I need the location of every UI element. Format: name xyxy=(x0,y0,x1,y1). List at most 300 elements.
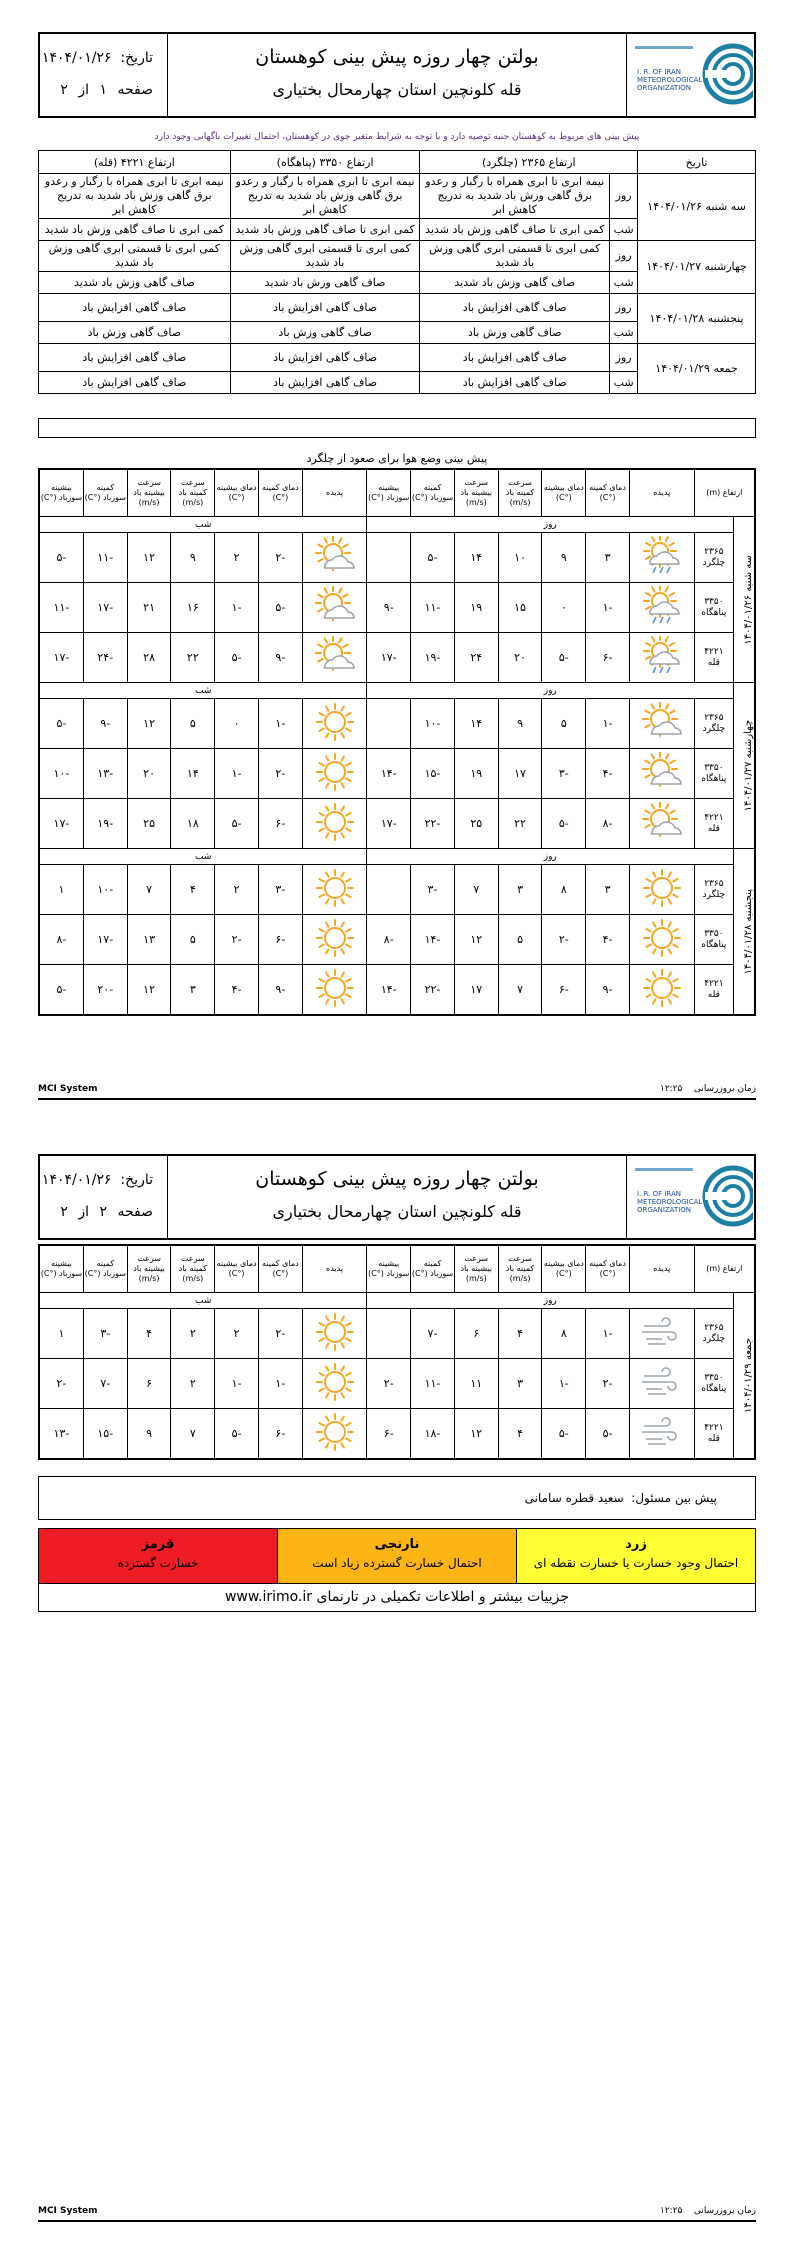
night-value-3: ۱۳ xyxy=(127,915,171,965)
summary-day-label: روز xyxy=(610,241,638,272)
partly-cloudy-icon xyxy=(638,802,686,842)
night-value-3: ۲۸ xyxy=(127,633,171,683)
night-value-2: ۹ xyxy=(171,533,215,583)
day-value-2: ۹ xyxy=(498,699,542,749)
day-label xyxy=(734,1293,755,1459)
night-value-2: ۳ xyxy=(171,965,215,1015)
partly-cloudy-icon xyxy=(638,752,686,792)
day-value-1: ۸ xyxy=(542,865,586,915)
col-header-phenomenon: پدیده xyxy=(629,1246,694,1293)
day-icon-cell xyxy=(629,583,694,633)
summary-date: جمعه ۱۴۰۴/۰۱/۲۹ xyxy=(638,344,756,394)
night-icon-cell xyxy=(302,799,367,849)
day-value-2: ۱۵ xyxy=(498,583,542,633)
day-value-1: -۵ xyxy=(542,799,586,849)
summary-night-alt1: کمی ابری تا صاف گاهی وزش باد شدید xyxy=(420,219,610,241)
night-value-5: -۵ xyxy=(40,965,84,1015)
day-value-3: ۲۴ xyxy=(454,633,498,683)
altitude-value: ۲۳۶۵ xyxy=(704,712,724,723)
table-row xyxy=(40,1359,755,1409)
update-value: ۱۲:۲۵ xyxy=(659,2206,683,2216)
col-header-day-0: دمای کمینه (°C) xyxy=(586,1246,630,1293)
table-row xyxy=(40,583,755,633)
altitude-place: چلگرد xyxy=(702,1333,726,1344)
day-value-4: -۳ xyxy=(411,865,455,915)
irimo-logo xyxy=(626,34,754,116)
col-header-night-2: سرعت کمینه باد (m/s) xyxy=(171,470,215,517)
summary-day-alt1: صاف گاهی افزایش باد xyxy=(420,344,610,372)
day-value-0: -۱ xyxy=(586,699,630,749)
night-section-label: شب xyxy=(40,517,367,533)
forecast-grid-page2 xyxy=(38,1244,756,1460)
website-info: جزییات بیشتر و اطلاعات تکمیلی در تارنمای www.irimo.ir xyxy=(38,1584,756,1612)
col-header-altitude: ارتفاع (m) xyxy=(694,1246,754,1293)
header-date-box xyxy=(40,1156,168,1238)
day-value-1: -۶ xyxy=(542,965,586,1015)
day-value-3: ۱۴ xyxy=(454,533,498,583)
table-row xyxy=(40,633,755,683)
sun-icon xyxy=(311,752,359,792)
partly-cloudy-icon xyxy=(638,702,686,742)
page2-footer xyxy=(38,2206,756,2222)
altitude-cell xyxy=(694,915,734,965)
summary-date: پنجشنبه ۱۴۰۴/۰۱/۲۸ xyxy=(638,294,756,344)
warning-levels xyxy=(38,1528,756,1584)
day-section-label: روز xyxy=(367,849,734,865)
grid-caption: پیش بینی وضع هوا برای صعود از چلگرد xyxy=(306,452,488,465)
altitude-cell xyxy=(694,749,734,799)
day-value-4: -۱۸ xyxy=(411,1409,455,1459)
night-value-5: -۲ xyxy=(40,1359,84,1409)
night-value-5: -۵ xyxy=(40,699,84,749)
col-header-day-0: دمای کمینه (°C) xyxy=(586,470,630,517)
altitude-place: قله xyxy=(707,823,720,834)
night-value-0: -۹ xyxy=(258,965,302,1015)
update-time xyxy=(660,1084,756,1094)
night-value-1: ۰ xyxy=(215,699,259,749)
summary-day-alt1: صاف گاهی افزایش باد xyxy=(420,294,610,322)
col-header-day-5: بیشینه سوزباد (°C) xyxy=(367,470,411,517)
day-value-5: -۹ xyxy=(367,583,411,633)
sun-icon xyxy=(311,1362,359,1402)
night-value-4: -۱۹ xyxy=(83,799,127,849)
system-name: MCI System xyxy=(38,1084,98,1094)
summary-day-label: روز xyxy=(610,344,638,372)
night-value-0: -۲ xyxy=(258,1309,302,1359)
day-value-0: ۳ xyxy=(586,533,630,583)
night-value-1: -۱ xyxy=(215,583,259,633)
responsible-label: پیش بین مسئول: xyxy=(631,1491,717,1505)
altitude-value: ۳۳۵۰ xyxy=(704,928,724,939)
night-section-label: شب xyxy=(40,683,367,699)
day-value-2: ۵ xyxy=(498,915,542,965)
altitude-value: ۲۳۶۵ xyxy=(704,878,724,889)
summary-header-alt2: ارتفاع ۳۳۵۰ (پناهگاه) xyxy=(230,151,420,174)
warning-desc: احتمال وجود خسارت یا خسارت نقطه ای xyxy=(533,1556,739,1570)
altitude-cell xyxy=(694,633,734,683)
day-icon-cell xyxy=(629,633,694,683)
altitude-cell xyxy=(694,583,734,633)
logo-text-line3: ORGANIZATION xyxy=(637,1206,692,1214)
day-value-1: -۵ xyxy=(542,633,586,683)
night-value-3: ۷ xyxy=(127,865,171,915)
summary-day-alt2: صاف گاهی افزایش باد xyxy=(230,344,420,372)
altitude-place: پناهگاه xyxy=(701,1383,727,1394)
col-header-phenomenon-night: پدیده xyxy=(302,470,367,517)
day-value-5: -۱۷ xyxy=(367,633,411,683)
page-title: بولتن چهار روزه پیش بینی کوهستان xyxy=(255,1168,539,1190)
pages-total: ۲ xyxy=(60,82,68,98)
day-value-0: -۸ xyxy=(586,799,630,849)
day-value-0: -۶ xyxy=(586,633,630,683)
night-value-0: -۹ xyxy=(258,633,302,683)
day-value-4: -۷ xyxy=(411,1309,455,1359)
night-value-3: ۹ xyxy=(127,1409,171,1459)
altitude-place: پناهگاه xyxy=(701,773,727,784)
sun-icon xyxy=(638,868,686,908)
night-value-1: -۱ xyxy=(215,749,259,799)
altitude-place: قله xyxy=(707,657,720,668)
day-value-0: -۴ xyxy=(586,915,630,965)
warning-orange xyxy=(277,1529,516,1583)
night-value-4: -۳ xyxy=(83,1309,127,1359)
date-label: تاریخ: xyxy=(120,1172,153,1188)
col-header-night-0: دمای کمینه (°C) xyxy=(258,1246,302,1293)
night-icon-cell xyxy=(302,583,367,633)
night-value-3: ۴ xyxy=(127,1309,171,1359)
night-value-0: -۱ xyxy=(258,1359,302,1409)
day-value-1: -۲ xyxy=(542,915,586,965)
wind-icon xyxy=(638,1362,686,1402)
day-value-4: -۲۲ xyxy=(411,965,455,1015)
night-value-3: ۱۲ xyxy=(127,533,171,583)
col-header-night-1: دمای بیشینه (°C) xyxy=(215,470,259,517)
sun-icon xyxy=(311,868,359,908)
night-value-5: -۸ xyxy=(40,915,84,965)
day-value-5: -۱۷ xyxy=(367,799,411,849)
night-value-2: ۵ xyxy=(171,699,215,749)
update-time xyxy=(660,2206,756,2216)
night-value-2: ۷ xyxy=(171,1409,215,1459)
day-value-1: -۵ xyxy=(542,1409,586,1459)
page-subtitle: قله کلونچین استان چهارمحال بختیاری xyxy=(272,1202,522,1221)
day-value-3: ۲۵ xyxy=(454,799,498,849)
col-header-day-3: سرعت بیشینه باد (m/s) xyxy=(454,1246,498,1293)
sun-icon xyxy=(638,918,686,958)
night-value-5: ۱ xyxy=(40,1309,84,1359)
day-value-5: -۱۴ xyxy=(367,965,411,1015)
altitude-cell xyxy=(694,1309,734,1359)
responsible-name: سعید قطره سامانی xyxy=(524,1491,624,1505)
night-value-1: -۲ xyxy=(215,915,259,965)
night-value-0: -۳ xyxy=(258,865,302,915)
day-value-1: ۰ xyxy=(542,583,586,633)
night-value-0: -۶ xyxy=(258,915,302,965)
day-value-4: -۱۴ xyxy=(411,915,455,965)
partly-cloudy-icon xyxy=(311,636,359,676)
logo-text-line3: ORGANIZATION xyxy=(637,84,692,92)
day-value-1: ۹ xyxy=(542,533,586,583)
night-value-0: -۲ xyxy=(258,533,302,583)
summary-day-alt2: کمی ابری تا قسمتی ابری گاهی وزش باد شدید xyxy=(230,241,420,272)
col-header-phenomenon-night: پدیده xyxy=(302,1246,367,1293)
day-label-text: جمعه ۱۴۰۴/۰۱/۲۹ xyxy=(743,1337,754,1414)
summary-table xyxy=(38,150,756,394)
summary-day-alt3: صاف گاهی افزایش باد xyxy=(39,294,231,322)
col-header-night-3: سرعت بیشینه باد (m/s) xyxy=(127,1246,171,1293)
col-header-day-5: بیشینه سوزباد (°C) xyxy=(367,1246,411,1293)
day-value-5: -۶ xyxy=(367,1409,411,1459)
altitude-value: ۲۳۶۵ xyxy=(704,546,724,557)
altitude-place: چلگرد xyxy=(702,889,726,900)
night-value-1: ۲ xyxy=(215,865,259,915)
night-value-3: ۱۲ xyxy=(127,699,171,749)
altitude-cell xyxy=(694,699,734,749)
summary-night-alt3: صاف گاهی وزش باد شدید xyxy=(39,272,231,294)
day-value-2: ۲۲ xyxy=(498,799,542,849)
altitude-cell xyxy=(694,799,734,849)
summary-night-alt2: صاف گاهی افزایش باد xyxy=(230,372,420,394)
day-value-5 xyxy=(367,533,411,583)
day-value-2: ۷ xyxy=(498,965,542,1015)
altitude-value: ۳۳۵۰ xyxy=(704,596,724,607)
table-row xyxy=(40,749,755,799)
day-label-text: سه شنبه ۱۴۰۴/۰۱/۲۶ xyxy=(743,554,754,645)
sun-icon xyxy=(311,1312,359,1352)
altitude-place: پناهگاه xyxy=(701,939,727,950)
page-number: ۲ xyxy=(99,1204,108,1220)
warning-yellow xyxy=(516,1529,755,1583)
night-value-2: ۱۴ xyxy=(171,749,215,799)
date-value: ۱۴۰۴/۰۱/۲۶ xyxy=(41,50,112,66)
page-subtitle: قله کلونچین استان چهارمحال بختیاری xyxy=(272,80,522,99)
night-value-0: -۶ xyxy=(258,1409,302,1459)
day-label xyxy=(734,849,755,1015)
day-value-0: ۳ xyxy=(586,865,630,915)
day-icon-cell xyxy=(629,915,694,965)
altitude-place: چلگرد xyxy=(702,557,726,568)
col-header-night-0: دمای کمینه (°C) xyxy=(258,470,302,517)
day-value-5 xyxy=(367,699,411,749)
day-value-1: -۳ xyxy=(542,749,586,799)
night-value-2: ۱۸ xyxy=(171,799,215,849)
night-icon-cell xyxy=(302,965,367,1015)
day-value-0: -۹ xyxy=(586,965,630,1015)
day-value-3: ۱۲ xyxy=(454,915,498,965)
night-value-5: ۱ xyxy=(40,865,84,915)
night-value-3: ۱۲ xyxy=(127,965,171,1015)
night-value-2: ۴ xyxy=(171,865,215,915)
table-row xyxy=(40,915,755,965)
day-value-0: -۱ xyxy=(586,1309,630,1359)
table-row xyxy=(40,699,755,749)
night-value-1: -۵ xyxy=(215,633,259,683)
responsible-forecaster xyxy=(38,1476,756,1520)
summary-day-alt3: نیمه ابری تا ابری همراه با رگبار و رعدو برق گاهی وزش باد شدید به تدریج کاهش ابر xyxy=(39,174,231,219)
page-number: ۱ xyxy=(99,82,108,98)
col-header-day-2: سرعت کمینه باد (m/s) xyxy=(498,470,542,517)
altitude-cell xyxy=(694,1359,734,1409)
col-header-night-4: کمینه سوزباد (°C) xyxy=(83,470,127,517)
sun-icon xyxy=(311,802,359,842)
advisory-note: پیش بینی های مربوط به کوهستان جنبه توصیه دارد و با توجه به شرایط متغیر جوی در کوهستان، احتمال تغییرات ناگهانی وجود دارد xyxy=(154,132,640,142)
summary-night-alt1: صاف گاهی وزش باد xyxy=(420,322,610,344)
day-value-5: -۲ xyxy=(367,1359,411,1409)
night-icon-cell xyxy=(302,633,367,683)
logo-text-line1: I. R. OF IRAN xyxy=(637,68,682,76)
col-header-day-2: سرعت کمینه باد (m/s) xyxy=(498,1246,542,1293)
altitude-value: ۲۳۶۵ xyxy=(704,1322,724,1333)
summary-night-label: شب xyxy=(610,272,638,294)
altitude-place: چلگرد xyxy=(702,723,726,734)
col-header-night-2: سرعت کمینه باد (m/s) xyxy=(171,1246,215,1293)
night-value-2: ۱۶ xyxy=(171,583,215,633)
day-value-0: -۵ xyxy=(586,1409,630,1459)
day-value-2: ۳ xyxy=(498,865,542,915)
col-header-night-1: دمای بیشینه (°C) xyxy=(215,1246,259,1293)
altitude-place: قله xyxy=(707,1433,720,1444)
partly-cloudy-rain-icon xyxy=(638,586,686,626)
night-value-2: ۲ xyxy=(171,1309,215,1359)
summary-night-alt3: کمی ابری تا صاف گاهی وزش باد شدید xyxy=(39,219,231,241)
day-value-3: ۱۷ xyxy=(454,965,498,1015)
day-value-1: ۸ xyxy=(542,1309,586,1359)
col-header-day-1: دمای بیشینه (°C) xyxy=(542,470,586,517)
date-value: ۱۴۰۴/۰۱/۲۶ xyxy=(41,1172,112,1188)
night-value-1: -۴ xyxy=(215,965,259,1015)
night-value-1: -۵ xyxy=(215,1409,259,1459)
day-value-3: ۱۹ xyxy=(454,749,498,799)
night-value-4: -۱۷ xyxy=(83,583,127,633)
summary-day-label: روز xyxy=(610,294,638,322)
day-icon-cell xyxy=(629,1359,694,1409)
day-value-2: ۴ xyxy=(498,1309,542,1359)
night-value-1: ۲ xyxy=(215,1309,259,1359)
partly-cloudy-rain-icon xyxy=(638,636,686,676)
day-icon-cell xyxy=(629,699,694,749)
page-label: صفحه xyxy=(117,1204,153,1220)
wind-icon xyxy=(638,1412,686,1452)
summary-header-date: تاریخ xyxy=(638,151,756,174)
altitude-cell xyxy=(694,865,734,915)
night-value-3: ۲۱ xyxy=(127,583,171,633)
logo-text-line1: I. R. OF IRAN xyxy=(637,1190,682,1198)
sun-icon xyxy=(311,918,359,958)
wind-icon xyxy=(638,1312,686,1352)
night-icon-cell xyxy=(302,1359,367,1409)
of-label: از xyxy=(78,1204,90,1220)
col-header-night-3: سرعت بیشینه باد (m/s) xyxy=(127,470,171,517)
day-value-2: ۱۷ xyxy=(498,749,542,799)
day-icon-cell xyxy=(629,1309,694,1359)
table-row xyxy=(40,965,755,1015)
night-value-4: -۱۳ xyxy=(83,749,127,799)
col-header-altitude: ارتفاع (m) xyxy=(694,470,754,517)
logo-text-line2: METEOROLOGICAL xyxy=(637,1198,703,1206)
night-value-4: -۹ xyxy=(83,699,127,749)
night-value-4: -۱۰ xyxy=(83,865,127,915)
summary-header-alt1: ارتفاع ۲۳۶۵ (چلگرد) xyxy=(420,151,638,174)
day-section-label: روز xyxy=(367,517,734,533)
day-label xyxy=(734,517,755,683)
night-value-0: -۲ xyxy=(258,749,302,799)
day-value-4: -۵ xyxy=(411,533,455,583)
summary-day-alt2: صاف گاهی افزایش باد xyxy=(230,294,420,322)
summary-day-alt2: نیمه ابری تا ابری همراه با رگبار و رعدو برق گاهی وزش باد شدید به تدریج کاهش ابر xyxy=(230,174,420,219)
night-value-0: -۱ xyxy=(258,699,302,749)
night-value-5: -۱۱ xyxy=(40,583,84,633)
night-value-4: -۱۷ xyxy=(83,915,127,965)
day-value-0: -۱ xyxy=(586,583,630,633)
summary-day-alt3: صاف گاهی افزایش باد xyxy=(39,344,231,372)
update-label: زمان بروزرسانی xyxy=(693,1084,756,1094)
logo-text-line2: METEOROLOGICAL xyxy=(637,76,703,84)
col-header-night-5: بیشینه سوزباد (°C) xyxy=(40,470,84,517)
table-row xyxy=(40,533,755,583)
night-value-5: -۱۷ xyxy=(40,799,84,849)
night-value-2: ۲ xyxy=(171,1359,215,1409)
day-value-2: ۱۰ xyxy=(498,533,542,583)
altitude-value: ۴۲۲۱ xyxy=(704,812,724,823)
summary-day-alt1: کمی ابری تا قسمتی ابری گاهی وزش باد شدید xyxy=(420,241,610,272)
day-icon-cell xyxy=(629,749,694,799)
night-value-3: ۲۵ xyxy=(127,799,171,849)
day-value-3: ۱۹ xyxy=(454,583,498,633)
summary-day-alt1: نیمه ابری تا ابری همراه با رگبار و رعدو برق گاهی وزش باد شدید به تدریج کاهش ابر xyxy=(420,174,610,219)
update-value: ۱۲:۲۵ xyxy=(659,1084,683,1094)
day-value-4: -۱۵ xyxy=(411,749,455,799)
night-value-4: -۱۱ xyxy=(83,533,127,583)
day-value-4: -۱۱ xyxy=(411,583,455,633)
pages-total: ۲ xyxy=(60,1204,68,1220)
altitude-cell xyxy=(694,1409,734,1459)
day-value-2: ۳ xyxy=(498,1359,542,1409)
warning-title: قرمز xyxy=(141,1537,175,1552)
day-value-2: ۲۰ xyxy=(498,633,542,683)
page-title: بولتن چهار روزه پیش بینی کوهستان xyxy=(255,46,539,68)
of-label: از xyxy=(78,82,90,98)
system-name: MCI System xyxy=(38,2206,98,2216)
update-label: زمان بروزرسانی xyxy=(693,2206,756,2216)
day-value-5 xyxy=(367,1309,411,1359)
night-value-1: -۵ xyxy=(215,799,259,849)
day-icon-cell xyxy=(629,799,694,849)
day-value-4: -۱۹ xyxy=(411,633,455,683)
night-section-label: شب xyxy=(40,1293,367,1309)
summary-night-alt2: صاف گاهی وزش باد xyxy=(230,322,420,344)
night-value-4: -۲۴ xyxy=(83,633,127,683)
sun-icon xyxy=(638,968,686,1008)
summary-night-alt2: صاف گاهی وزش باد شدید xyxy=(230,272,420,294)
day-value-1: -۱ xyxy=(542,1359,586,1409)
partly-cloudy-rain-icon xyxy=(638,536,686,576)
date-label: تاریخ: xyxy=(120,50,153,66)
summary-night-label: شب xyxy=(610,372,638,394)
partly-cloudy-icon xyxy=(311,586,359,626)
day-label-text: پنجشنبه ۱۴۰۴/۰۱/۲۸ xyxy=(743,888,754,975)
night-value-4: -۷ xyxy=(83,1359,127,1409)
day-value-0: -۲ xyxy=(586,1359,630,1409)
summary-header-alt3: ارتفاع ۴۲۲۱ (قله) xyxy=(39,151,231,174)
page1-header xyxy=(38,32,756,118)
day-label-text: چهارشنبه ۱۴۰۴/۰۱/۲۷ xyxy=(743,719,754,812)
warning-title: زرد xyxy=(625,1537,647,1552)
page-label: صفحه xyxy=(117,82,153,98)
day-value-3: ۷ xyxy=(454,865,498,915)
altitude-cell xyxy=(694,533,734,583)
sun-icon xyxy=(311,1412,359,1452)
night-value-5: -۱۷ xyxy=(40,633,84,683)
